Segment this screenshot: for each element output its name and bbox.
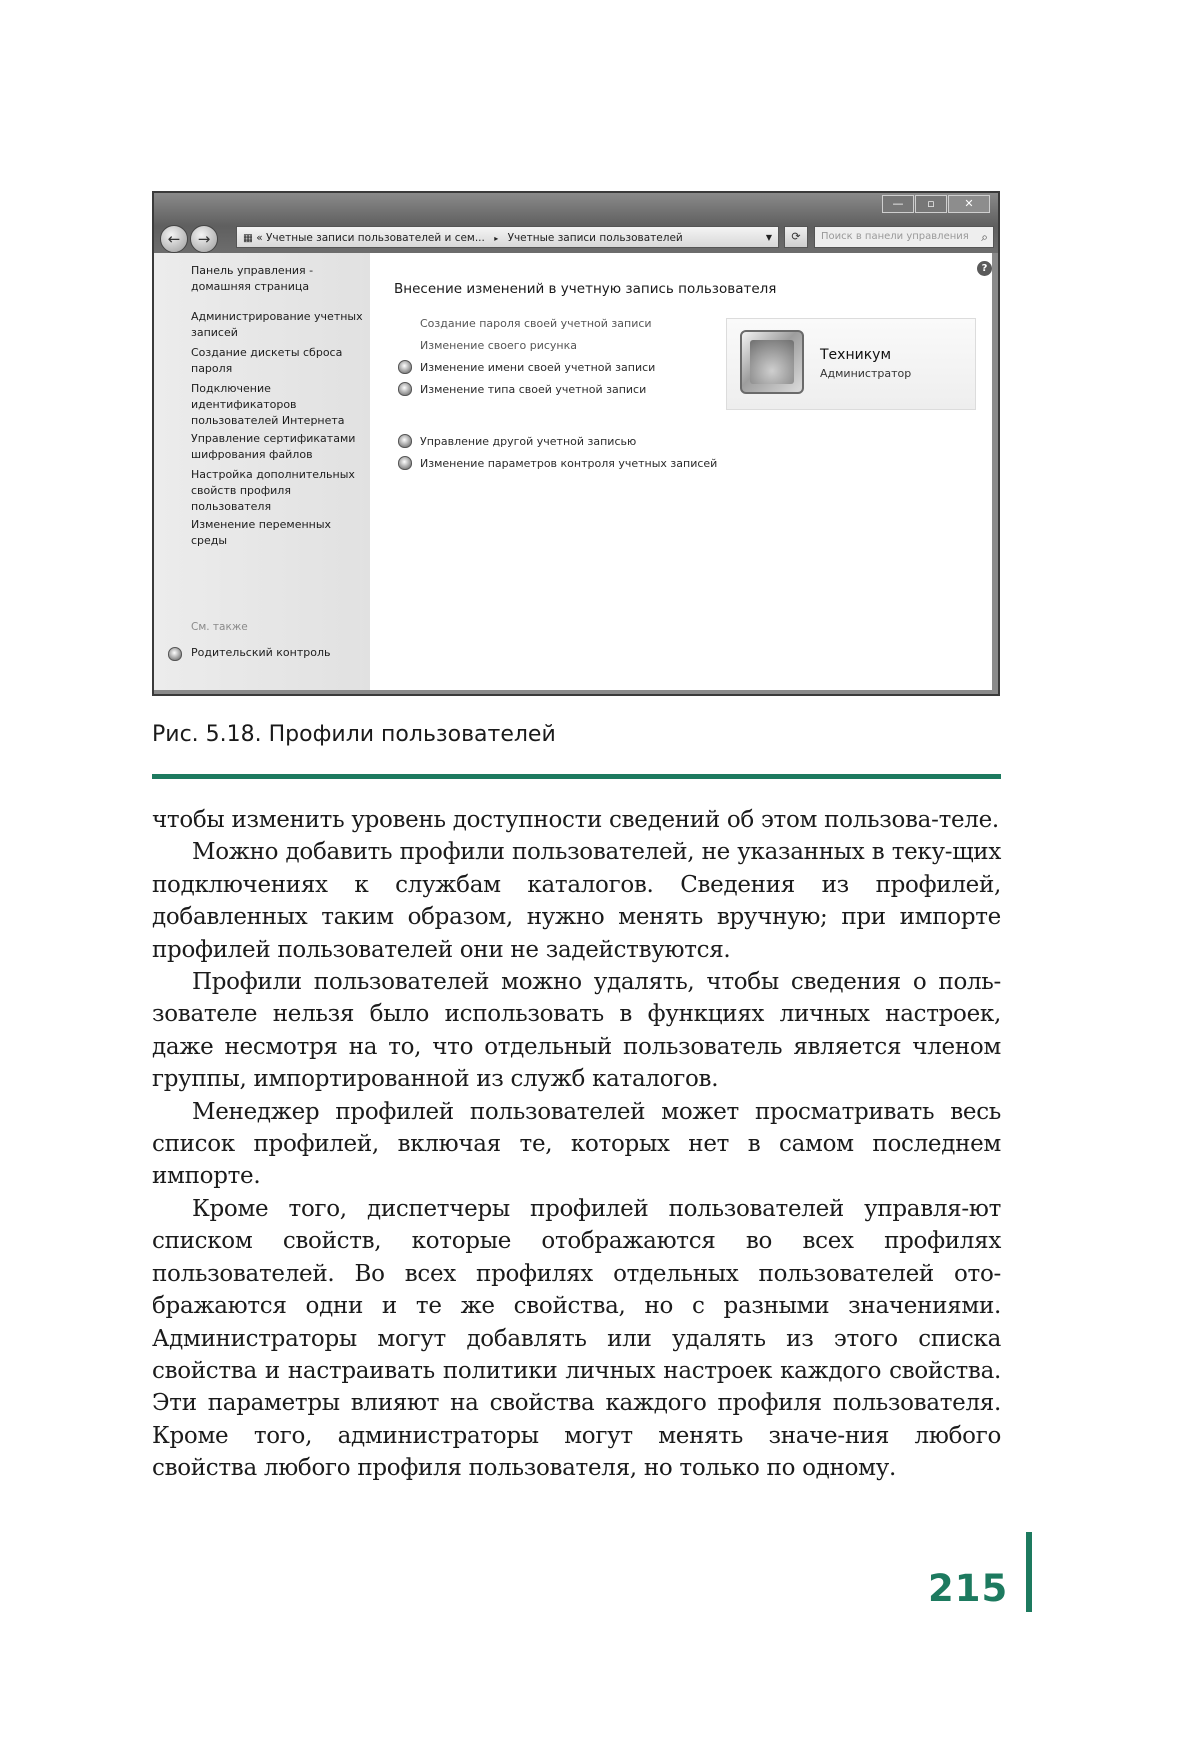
task-change-type[interactable]: Изменение типа своей учетной записи (420, 383, 647, 396)
paragraph: чтобы изменить уровень доступности сведений об этом пользова-теле. (152, 807, 999, 833)
sidebar-item-profile-properties[interactable]: Настройка дополнительных свойств профиля пользователя (191, 468, 355, 513)
chevron-down-icon[interactable]: ▼ (765, 233, 772, 242)
divider (152, 774, 1001, 779)
screenshot-window (152, 191, 1000, 696)
task-create-password[interactable]: Создание пароля своей учетной записи (420, 317, 652, 330)
address-bar[interactable] (236, 226, 779, 248)
window-border (154, 690, 998, 694)
search-icon[interactable]: ⌕ (981, 230, 988, 244)
search-placeholder: Поиск в панели управления (821, 231, 969, 242)
task-change-picture[interactable]: Изменение своего рисунка (420, 339, 578, 352)
search-input[interactable] (814, 226, 994, 248)
shield-icon (398, 360, 412, 374)
paragraph: Кроме того, диспетчеры профилей пользователей управля-ют списком свойств, которые отображаются во всех профилях пользователей. Во всех профилях отдельных пользователей ото-бражаются одни и те же свойства, но с разными значениями. Администраторы могут добавлять или удалять из этого списка свойства и настраивать политики личных настроек каждого свойства. Эти параметры влияют на свойства каждого профиля пользователя. Кроме того, администраторы могут менять значе-ния любого свойства любого профиля пользователя, но только по одному. (152, 1195, 1001, 1482)
maximize-button[interactable]: ▫ (915, 195, 947, 213)
sidebar-item-parental-control[interactable]: Родительский контроль (191, 646, 331, 659)
control-panel-icon: ▦ (243, 232, 257, 244)
page-title: Внесение изменений в учетную запись пользователя (394, 281, 777, 297)
forward-arrow-icon[interactable]: → (190, 225, 218, 253)
paragraph: Можно добавить профили пользователей, не указанных в теку-щих подключениях к службам каталогов. Сведения из профилей, добавленных таким образом, нужно менять вручную; при импорте профилей пользователей они не задействуются. (152, 839, 1001, 963)
sidebar-item-online-ids[interactable]: Подключение идентификаторов пользователей Интернета (191, 382, 345, 427)
close-button[interactable]: ✕ (948, 195, 990, 213)
shield-icon (398, 382, 412, 396)
paragraph: Профили пользователей можно удалять, чтобы сведения о поль-зователе нельзя было использовать в функциях личных настроек, даже несмотря на то, что отдельный пользователь является членом группы, импортированной из служб каталогов. (152, 969, 1001, 1093)
body-text (152, 804, 1001, 1485)
window-controls (881, 195, 990, 213)
user-name: Техникум (820, 347, 892, 363)
shield-icon (398, 434, 412, 448)
user-card (726, 318, 976, 410)
minimize-button[interactable]: — (882, 195, 914, 213)
page-number-bar (1026, 1532, 1032, 1612)
sidebar-item-administration[interactable]: Администрирование учетных записей (191, 310, 363, 339)
page-number: 215 (928, 1567, 1009, 1610)
shield-icon (398, 456, 412, 470)
window-border (992, 253, 998, 694)
breadcrumb-item[interactable]: « Учетные записи пользователей и сем... (256, 232, 485, 244)
paragraph: Менеджер профилей пользователей может просматривать весь список профилей, включая те, которых нет в самом последнем импорте. (152, 1098, 1001, 1190)
see-also-heading: См. также (191, 621, 248, 633)
title-bar (154, 193, 998, 253)
user-role: Администратор (820, 367, 912, 380)
avatar[interactable] (740, 330, 804, 394)
task-manage-other-account[interactable]: Управление другой учетной записью (420, 435, 637, 448)
breadcrumb-item[interactable]: Учетные записи пользователей (507, 232, 683, 244)
sidebar-item-certificates[interactable]: Управление сертификатами шифрования файлов (191, 432, 356, 461)
sidebar-item-environment-variables[interactable]: Изменение переменных среды (191, 518, 332, 547)
help-icon[interactable]: ? (977, 261, 992, 276)
task-change-name[interactable]: Изменение имени своей учетной записи (420, 361, 656, 374)
sidebar-item-reset-disk[interactable]: Создание дискеты сброса пароля (191, 346, 343, 375)
refresh-icon[interactable]: ⟳ (784, 226, 808, 248)
sidebar-item-home[interactable]: Панель управления - домашняя страница (191, 264, 314, 293)
shield-icon (168, 647, 182, 661)
task-uac-settings[interactable]: Изменение параметров контроля учетных записей (420, 457, 718, 470)
breadcrumb-separator-icon: ▸ (494, 234, 499, 243)
sidebar (154, 253, 370, 694)
back-arrow-icon[interactable]: ← (160, 225, 188, 253)
figure-caption: Рис. 5.18. Профили пользователей (152, 722, 556, 747)
